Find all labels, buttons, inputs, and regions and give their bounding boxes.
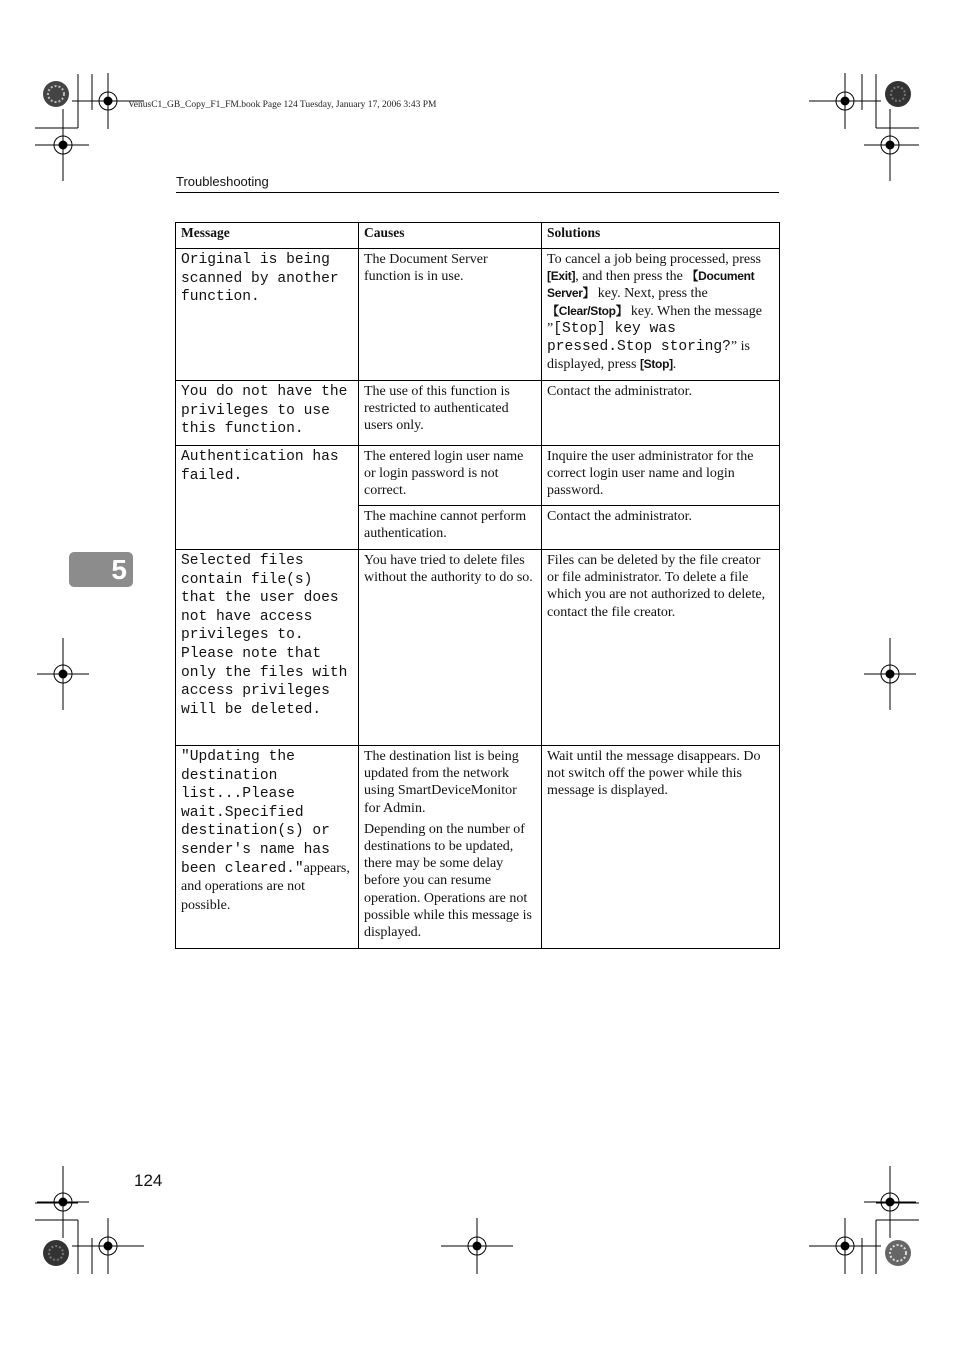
solution-text: To cancel a job being processed, press: [547, 252, 761, 267]
cause-paragraph: Depending on the number of destinations to be updated, there may be some delay before you can resume operation. Operations are not possible while this message is displayed.: [364, 821, 532, 941]
solution-text: , and then press the: [575, 269, 687, 285]
table-row: [176, 550, 780, 746]
section-rule: [176, 192, 779, 193]
cause-cell: [359, 746, 542, 949]
stop-message: [Stop] key was pressed.Stop storing?: [547, 320, 731, 356]
table-header-row: [176, 223, 780, 249]
troubleshooting-table: [175, 222, 780, 949]
solution-text: .: [672, 357, 677, 373]
solution-cell: Contact the administrator.: [542, 381, 780, 446]
message-cell: Authentication has failed.: [176, 446, 359, 550]
table-row: [176, 249, 780, 381]
solution-text: key. When the message ”: [547, 303, 762, 336]
header-message: Message: [176, 223, 359, 249]
cause-cell: You have tried to delete files without the authority to do so.: [359, 550, 542, 746]
table-row: [176, 446, 780, 506]
solution-cell: Wait until the message disappears. Do not switch off the power while this message is displayed.: [542, 746, 780, 949]
cause-cell: The machine cannot perform authentication.: [359, 506, 542, 550]
solution-cell: Contact the administrator.: [542, 506, 780, 550]
message-tail-text: appears, and operations are not possible.: [181, 860, 350, 913]
message-mono-text: "Updating the destination list...Please wait.Specified destination(s) or sender's name has been cleared.": [181, 749, 330, 877]
chapter-number: 5: [111, 554, 127, 585]
table-row: [176, 381, 780, 446]
message-cell: You do not have the privileges to use this function.: [176, 381, 359, 446]
clear-stop-key-label: 【Clear/Stop】: [547, 303, 628, 318]
message-cell: [176, 746, 359, 949]
exit-key-label: [Exit]: [547, 269, 576, 284]
cause-cell: The Document Server function is in use.: [359, 249, 542, 381]
cause-paragraph: The destination list is being updated from the network using SmartDeviceMonitor for Admin.: [364, 749, 519, 816]
solution-cell: Inquire the user administrator for the correct login user name and login password.: [542, 446, 780, 506]
solution-cell: [542, 249, 780, 381]
message-cell: Selected files contain file(s) that the user does not have access privileges to. Please note that only the files with access privileges will be deleted.: [176, 550, 359, 746]
solution-cell: Files can be deleted by the file creator or file administrator. To delete a file which you are not authorized to delete, contact the file creator.: [542, 550, 780, 746]
solution-text: ” is displayed, press: [547, 339, 750, 373]
solution-text: key. Next, press the: [594, 286, 708, 302]
cause-cell: The entered login user name or login password is not correct.: [359, 446, 542, 506]
header-causes: Causes: [359, 223, 542, 249]
chapter-tab: [69, 552, 133, 587]
table-row: [176, 746, 780, 949]
document-server-key-label: 【Document Server】: [547, 269, 755, 301]
page-number: 124: [134, 1171, 163, 1190]
stop-key-label: [Stop]: [639, 357, 673, 372]
section-title: Troubleshooting: [176, 174, 269, 189]
header-solutions: Solutions: [542, 223, 780, 249]
print-info: VenusC1_GB_Copy_F1_FM.book Page 124 Tuesday, January 17, 2006 3:43 PM: [128, 100, 437, 110]
message-cell: Original is being scanned by another function.: [176, 249, 359, 381]
cause-cell: The use of this function is restricted to authenticated users only.: [359, 381, 542, 446]
